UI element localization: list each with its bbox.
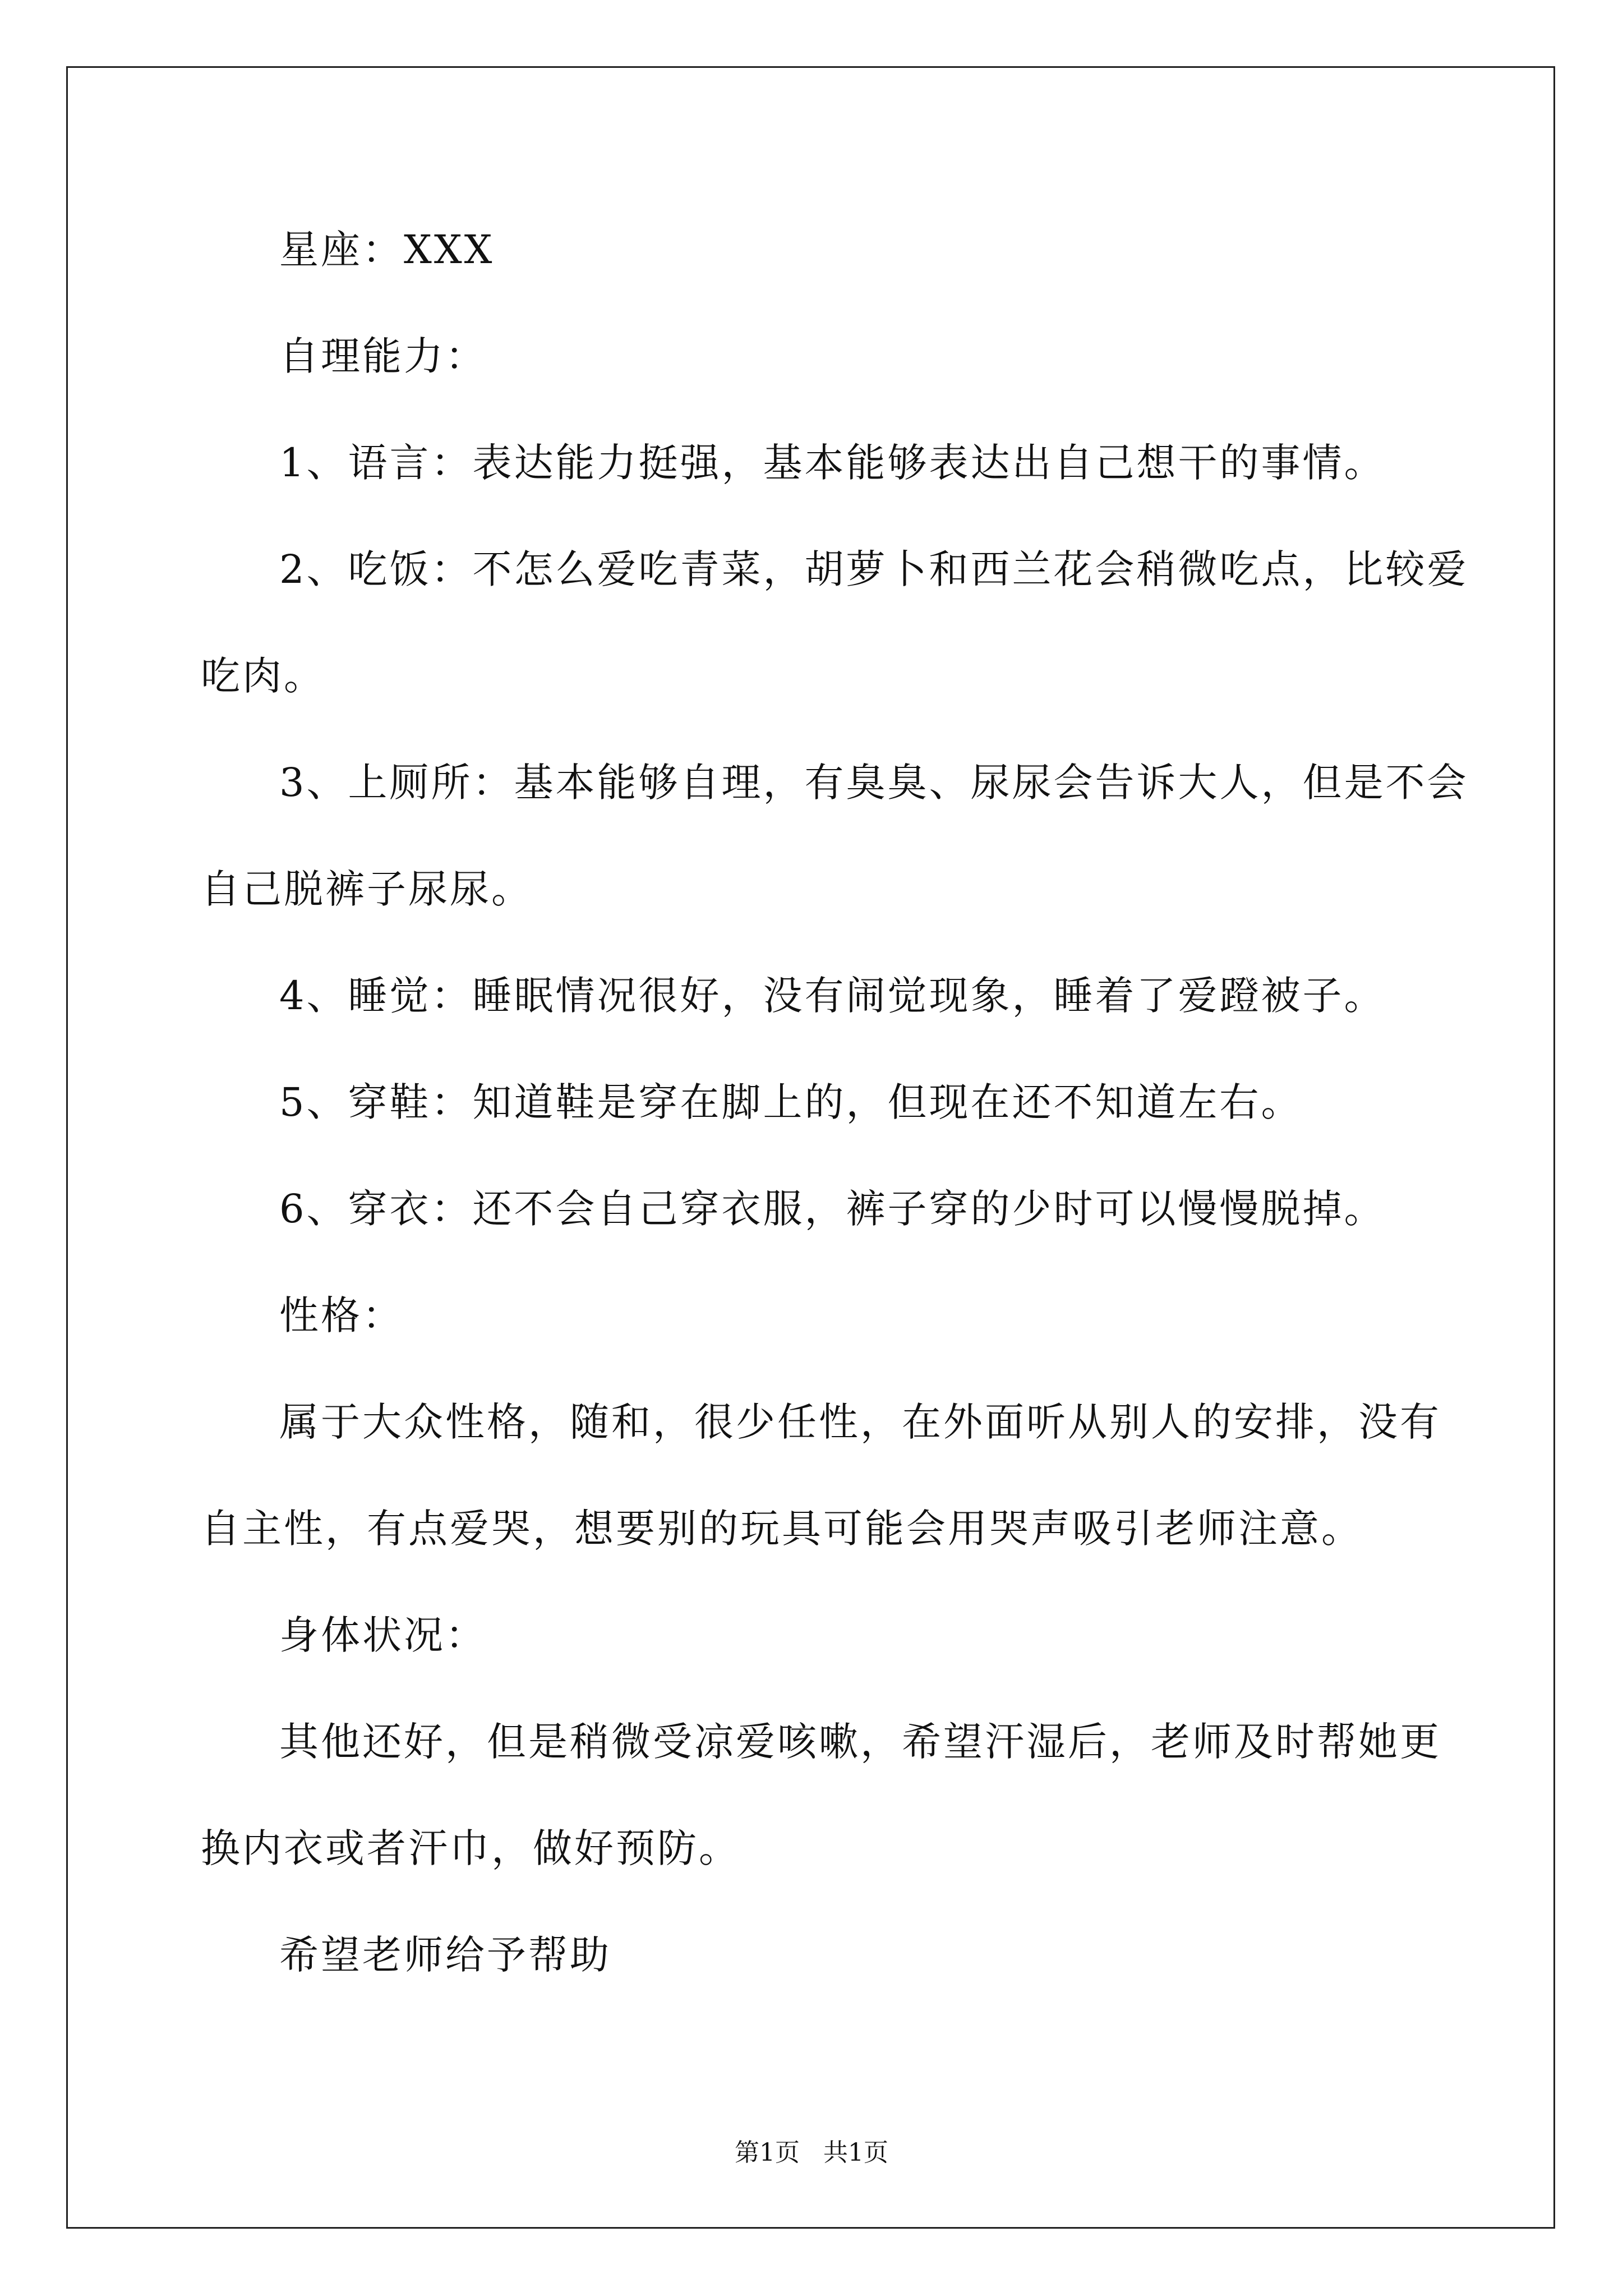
self-care-heading: 自理能力： [279,333,487,379]
clothes-item: 6、穿衣：还不会自己穿衣服，裤子穿的少时可以慢慢脱掉。 [279,1186,1386,1232]
page-border [66,66,1555,2229]
personality-text: 属于大众性格，随和，很少任性，在外面听从别人的安排，没有 [279,1399,1441,1445]
health-text: 其他还好，但是稍微受凉爱咳嗽，希望汗湿后，老师及时帮她更 [279,1719,1441,1765]
constellation-line: 星座：XXX [279,227,495,273]
sleep-item: 4、睡觉：睡眠情况很好，没有闹觉现象，睡着了爱蹬被子。 [279,973,1386,1019]
page-number-current: 第1页 [735,2138,800,2167]
personality-heading: 性格： [279,1292,404,1338]
personality-text-continued: 自主性，有点爱哭，想要别的玩具可能会用哭声吸引老师注意。 [201,1506,1363,1552]
language-item: 1、语言：表达能力挺强，基本能够表达出自己想干的事情。 [279,440,1386,486]
closing-line: 希望老师给予帮助 [279,1932,611,1978]
health-heading: 身体状况： [279,1612,487,1658]
eating-item-continued: 吃肉。 [201,653,325,699]
toilet-item: 3、上厕所：基本能够自理，有臭臭、尿尿会告诉大人，但是不会 [279,760,1469,806]
health-text-continued: 换内衣或者汗巾，做好预防。 [201,1825,740,1871]
toilet-item-continued: 自己脱裤子尿尿。 [201,866,533,912]
page-footer [0,2136,1623,2170]
eating-item: 2、吃饭：不怎么爱吃青菜，胡萝卜和西兰花会稍微吃点，比较爱 [279,546,1469,592]
page-number-total: 共1页 [823,2138,888,2167]
shoes-item: 5、穿鞋：知道鞋是穿在脚上的，但现在还不知道左右。 [279,1079,1303,1125]
